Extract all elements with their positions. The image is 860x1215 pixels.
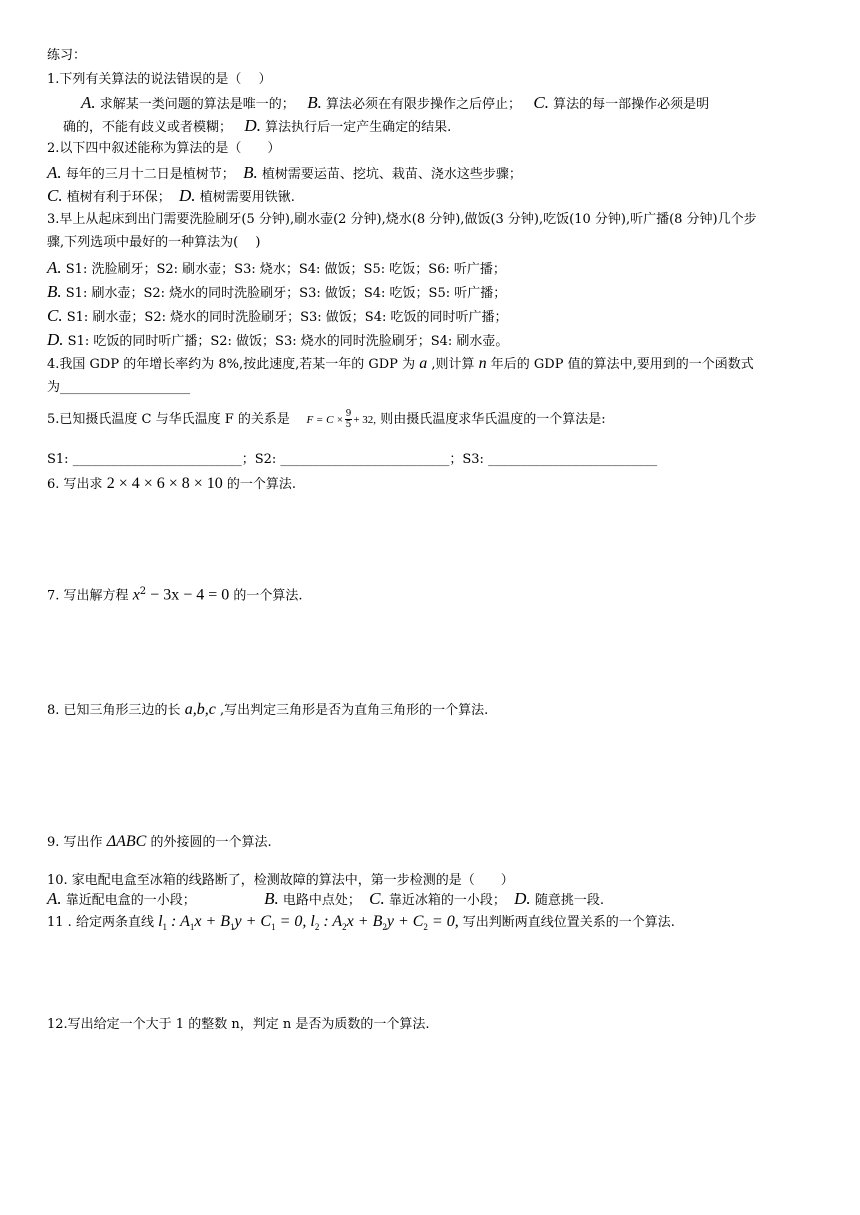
- question-3-option-c: [47, 307, 508, 327]
- q10-option-b: 电路中点处；: [282, 893, 361, 908]
- q7-expr-sup: 2: [139, 586, 147, 597]
- q7-text-1: 7. 写出解方程: [47, 588, 129, 604]
- q10-option-d-letter: D.: [514, 889, 531, 908]
- question-2-options-line2: [47, 187, 295, 207]
- q1-option-a: 求解某一类问题的算法是唯一的；: [99, 97, 295, 112]
- q11-equations: $l_1$ : $A_1x + B_1y + C_1 = 0$, $l_2$ : $A_2x + B_2y + C_2 = 0$,: [158, 913, 463, 933]
- q11-l1: l: [158, 913, 163, 930]
- q8-text-1: 8. 已知三角形三边的长: [47, 703, 181, 718]
- question-11: [47, 913, 675, 936]
- q10-option-c: 靠近冰箱的一小段；: [388, 893, 506, 908]
- q5-formula-left: F = C ×: [306, 414, 344, 426]
- q6-text-1: 6. 写出求: [47, 477, 103, 492]
- q5-text-2: 则由摄氏温度求华氏温度的一个算法是:: [380, 412, 606, 427]
- q4-text-2: ,则计算: [431, 357, 475, 372]
- q2-option-c: 植树有利于环保；: [66, 190, 171, 205]
- q3-option-d-letter: D.: [47, 330, 64, 349]
- q9-text-1: 9. 写出作: [47, 835, 103, 850]
- q3-option-b-letter: B.: [47, 282, 62, 301]
- q5-formula-right: + 32,: [353, 414, 377, 426]
- q1-option-c-cont: 确的，不能有歧义或者模糊；: [63, 120, 233, 135]
- question-3-option-b: [47, 283, 506, 303]
- q11-l1-sub: 1: [162, 922, 168, 933]
- q7-expr-x: x: [132, 586, 140, 604]
- q2-option-d: 植树需要用铁锹.: [199, 190, 295, 205]
- q8-text-2: ,写出判定三角形是否为直角三角形的一个算法.: [219, 703, 489, 718]
- q1-option-d-letter: D.: [244, 116, 261, 135]
- question-10-stem: 10. 家电配电盒至冰箱的线路断了，检测故障的算法中，第一步检测的是（ ）: [47, 873, 514, 888]
- question-6: [47, 475, 296, 494]
- q1-option-c-letter: C.: [533, 93, 549, 112]
- q3-option-a-text: S1: 洗脸刷牙；S2: 刷水壶；S3: 烧水；S4: 做饭；S5: 吃饭；S6: 听广播；: [65, 262, 506, 277]
- q10-option-a-letter: A.: [47, 889, 62, 908]
- question-1-stem: 1.下列有关算法的说法错误的是（ ）: [47, 72, 272, 87]
- q2-option-a: 每年的三月十二日是植树节；: [65, 167, 235, 182]
- question-5-blanks: S1: __________________________；S2: __________________________；S3: __________________________: [47, 452, 658, 467]
- question-2-stem: 2.以下四中叙述能称为算法的是（ ）: [47, 141, 281, 156]
- question-4-line2: 为____________________: [47, 380, 191, 395]
- q11-text-1: 11 . 给定两条直线: [47, 915, 154, 930]
- q2-option-b-letter: B.: [243, 163, 258, 182]
- q1-option-d: 算法执行后一定产生确定的结果.: [265, 120, 452, 135]
- q1-option-b-letter: B.: [307, 93, 322, 112]
- q9-expression: ΔABC: [106, 833, 147, 850]
- q10-option-b-letter: B.: [264, 889, 279, 908]
- question-4-line1: [47, 355, 754, 374]
- heading: 练习：: [47, 48, 87, 63]
- q3-option-d-text: S1: 吃饭的同时听广播；S2: 做饭；S3: 烧水的同时洗脸刷牙；S4: 刷水壶。: [67, 334, 509, 349]
- q3-option-c-letter: C.: [47, 306, 63, 325]
- question-3-stem-line2: 骤,下列选项中最好的一种算法为( ): [47, 235, 261, 250]
- question-3-option-a: [47, 259, 506, 279]
- q9-text-2: 的外接圆的一个算法.: [150, 835, 272, 850]
- q4-var-a: a: [419, 355, 428, 372]
- q3-option-a-letter: A.: [47, 258, 62, 277]
- question-7: [47, 583, 303, 605]
- q5-frac-den: 5: [345, 420, 352, 430]
- question-1-options-line1: [81, 94, 709, 114]
- q5-text-1: 5.已知摄氏温度 C 与华氏温度 F 的关系是: [47, 412, 290, 427]
- q5-frac-num: 9: [345, 409, 352, 419]
- question-1-options-line2: [63, 117, 451, 137]
- q3-option-b-text: S1: 刷水壶；S2: 烧水的同时洗脸刷牙；S3: 做饭；S4: 吃饭；S5: 听广播；: [65, 286, 507, 301]
- question-3-stem-line1: 3.早上从起床到出门需要洗脸刷牙(5 分钟),刷水壶(2 分钟),烧水(8 分钟),做饭(3 分钟),吃饭(10 分钟),听广播(8 分钟)几个步: [47, 212, 757, 227]
- q2-option-a-letter: A.: [47, 163, 62, 182]
- q11-text-2: 写出判断两直线位置关系的一个算法.: [462, 915, 675, 930]
- q4-text-3: 年后的 GDP 值的算法中,要用到的一个函数式: [490, 357, 754, 372]
- q4-text-1: 4.我国 GDP 的年增长率约为 8%,按此速度,若某一年的 GDP 为: [47, 357, 416, 372]
- question-9: [47, 833, 272, 852]
- question-3-option-d: [47, 331, 508, 351]
- q6-text-2: 的一个算法.: [226, 477, 297, 492]
- q2-option-d-letter: D.: [179, 186, 196, 205]
- question-2-options-line1: [47, 164, 522, 184]
- q2-option-c-letter: C.: [47, 186, 63, 205]
- q3-option-c-text: S1: 刷水壶；S2: 烧水的同时洗脸刷牙；S3: 做饭；S4: 吃饭的同时听广播；: [66, 310, 508, 325]
- q6-expression: 2 × 4 × 6 × 8 × 10: [106, 475, 223, 492]
- q4-var-n: n: [478, 355, 487, 372]
- q10-option-a: 靠近配电盒的一小段；: [65, 893, 196, 908]
- q1-option-c: 算法的每一部操作必须是明: [553, 97, 710, 112]
- q1-option-a-letter: A.: [81, 93, 96, 112]
- q7-expr-rest: − 3x − 4 = 0: [146, 586, 230, 604]
- q2-option-b: 植树需要运苗、挖坑、栽苗、浇水这些步骤；: [261, 167, 522, 182]
- question-8: [47, 701, 488, 720]
- q5-fraction: [345, 409, 353, 430]
- q10-option-d: 随意挑一段.: [534, 893, 604, 908]
- question-10-options: [47, 890, 604, 910]
- q8-vars: a,b,c: [184, 701, 216, 718]
- q1-option-b: 算法必须在有限步操作之后停止；: [325, 97, 521, 112]
- q10-option-c-letter: C.: [369, 889, 385, 908]
- question-5-line1: [47, 409, 606, 430]
- q7-text-2: 的一个算法.: [233, 588, 303, 604]
- question-12: 12.写出给定一个大于 1 的整数 n，判定 n 是否为质数的一个算法.: [47, 1017, 430, 1032]
